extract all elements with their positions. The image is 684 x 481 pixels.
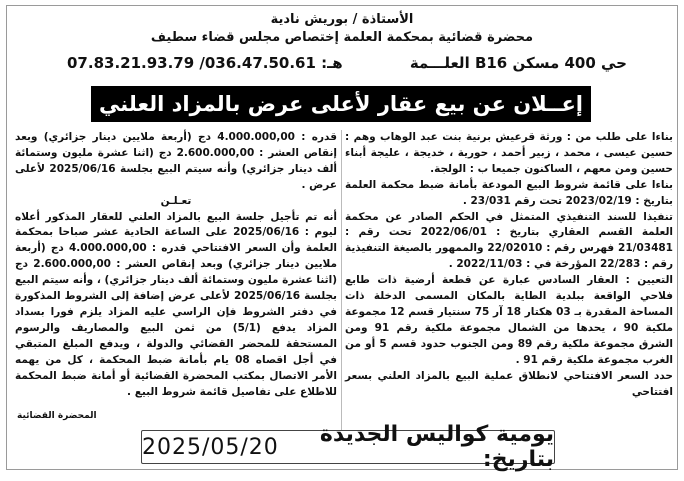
publication-label: يومية كواليس الجديدة بتاريخ: <box>319 422 554 472</box>
right-text-column <box>345 130 673 400</box>
postponement-paragraph: أنه تم تأجيل جلسة البيع بالمزاد العلني للعقار المذكور أعلاه ليوم : 2025/06/16 على الساعة الحادية عشر صباحا بمحكمة العلمة وأن السعر الافتتاحي قدره : 4.000.000,00 دج (أربعة ملايين دينار جزائري) وبعد إنقاص العشر : 2.600.000,00 دج (اثنا عشرة مليون وستمائة ألف دينار جزائري) ، وأنه سيتم البيع بجلسة 2025/06/16 لأعلى عرض إضافة إلى الشروط المذكورة في دفتر الشروط فإن الراسي عليه المزاد يلزم فورا بسداد المزاد يدفع (5/1) من ثمن البيع والمصاريف والرسوم المستحقة للمحضر القضائي والدولة ، ويدفع المبلغ المتبقي في أجل اقصاه 08 يام بأمانة ضبط المحكمة ، كل من يهمه الأمر الاتصال بمكتب المحضرة القضائية أو أمانة ضبط المحكمة للاطلاع على تفاصيل قائمة شروط البيع . <box>15 210 338 398</box>
notice-title: إعــلان عن بيع عقار لأعلى عرض بالمزاد العلني <box>99 92 583 116</box>
property-description-paragraph: التعيين : العقار السادس عبارة عن قطعة أرضية ذات طابع فلاحي الواقعة ببلدية الطاية بالمكان المسمى الدخلة ذات المساحة المقدرة بـ 03 هكتار 18 آر 75 سنتيار قسم 12 مجموعة ملكية 90 ، يحدها من الشمال مجموعة ملكية رقم 91 ومن الشرق مجموعة ملكية رقم 89 ومن الجنوب حدود قسم 5 أو من الغرب مجموعة ملكية رقم 91 . <box>345 274 674 366</box>
notice-frame <box>6 5 678 470</box>
contact-line <box>67 52 627 74</box>
requester-paragraph: بناءا على طلب من : ورثة قرعيش برنية بنت عبد الوهاب وهم : حسين عيسى ، محمد ، زبير أحمد ، حورية ، خديجة ، عليجة أبناء حسين ومن معهم ، الساكنون جميعا ب : الولجة. <box>345 131 673 175</box>
publication-footer <box>141 422 555 472</box>
signature-tag: المحضرة القضائية <box>17 411 97 421</box>
opening-price-paragraph: حدد السعر الافتتاحي لانطلاق عملية البيع بالمزاد العلني بسعر افتتاحي <box>345 369 673 398</box>
notice-header <box>7 6 677 86</box>
conditions-paragraph: بناءا على قائمة شروط البيع المودعة بأمانة ضبط محكمة العلمة بتاريخ : 2023/02/19 تحت رقم 23/031 . <box>345 178 673 207</box>
office-address: حي 400 مسكن B16 العلـــمة <box>409 54 627 72</box>
column-divider <box>341 130 342 430</box>
bailiff-title: محضرة قضائية بمحكمة العلمة إختصاص مجلس قضاء سطيف <box>150 30 534 45</box>
phone-label: هـ: <box>321 54 343 72</box>
execution-paragraph: تنفيذا للسند التنفيذي المتمثل في الحكم الصادر عن محكمة العلمة القسم العقاري بتاريخ : 2022/06/01 تحت رقم : 21/03481 فهرس رقم : 22/02010 والممهور بالصيغة التنفيذية رقم : 22/283 المؤرخة في : 2022/11/03 . <box>345 210 673 271</box>
publication-date: 2025/05/20 <box>142 434 279 460</box>
price-paragraph: قدره : 4.000.000,00 دج (أربعة ملايين دينار جزائري) وبعد إنقاص العشر : 2.600.000,00 دج (اثنا عشرة مليون وستمائة ألف دينار جزائري) وأنه سيتم البيع بجلسة 2025/06/16 لأعلى عرض . <box>15 131 337 191</box>
phone-numbers: 036.47.50.61/ 07.83.21.93.79 <box>67 54 316 72</box>
left-text-column <box>15 130 337 400</box>
bailiff-name: الأستاذة / بوريش نادية <box>270 12 414 27</box>
announce-heading: تعـلـن <box>160 194 192 207</box>
phone-block <box>67 54 343 72</box>
notice-title-banner <box>91 86 591 122</box>
